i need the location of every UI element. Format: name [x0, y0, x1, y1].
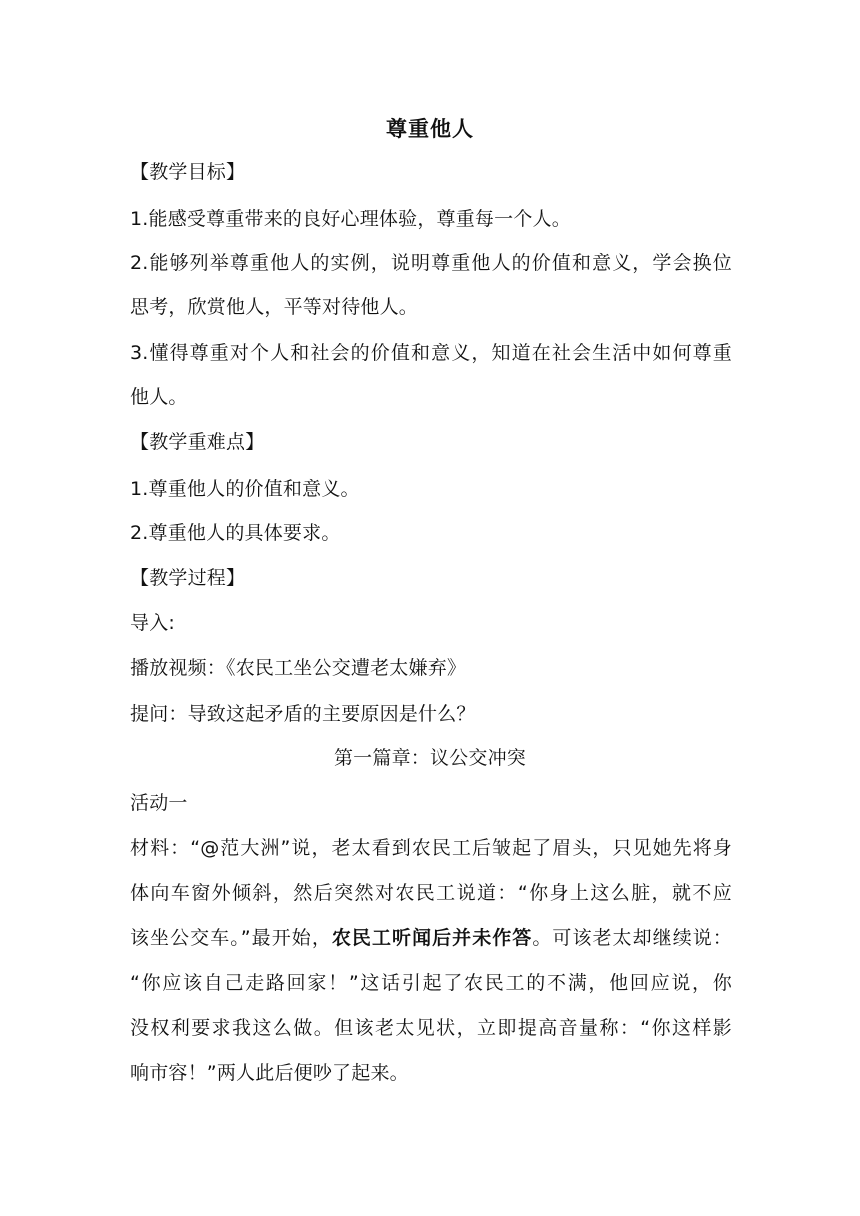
material-line-3-emphasis: 农民工听闻后并未作答 [331, 927, 533, 949]
material-line-6: 响市容！”两人此后便吵了起来。 [130, 1062, 409, 1084]
goal-2-line-1: 2.能够列举尊重他人的实例，说明尊重他人的价值和意义，学会换位 [130, 252, 732, 274]
material-line-1: 材料：“@范大洲”说，老太看到农民工后皱起了眉头，只见她先将身 [130, 837, 732, 859]
goal-2-line-2: 思考，欣赏他人，平等对待他人。 [130, 296, 419, 318]
key-point-1: 1.尊重他人的价值和意义。 [130, 478, 360, 500]
key-point-2: 2.尊重他人的具体要求。 [130, 522, 341, 544]
goal-1: 1.能感受尊重带来的良好心理体验，尊重每一个人。 [130, 208, 571, 230]
goal-3-line-1: 3.懂得尊重对个人和社会的价值和意义，知道在社会生活中如何尊重 [130, 342, 732, 364]
material-line-3-end: 。可该老太却继续说： [532, 927, 732, 949]
material-line-3 [130, 923, 732, 953]
material-line-5: 没权利要求我这么做。但该老太见状，立即提高音量称：“你这样影 [130, 1017, 732, 1039]
intro-label: 导入: [130, 612, 176, 634]
question-line: 提问：导致这起矛盾的主要原因是什么？ [130, 703, 476, 725]
process-heading: 【教学过程】 [130, 567, 246, 589]
video-line: 播放视频：《农民工坐公交遭老太嫌弃》 [130, 657, 467, 679]
material-line-4: “你应该自己走路回家！”这话引起了农民工的不满，他回应说，你 [130, 972, 732, 994]
chapter-title: 第一篇章：议公交冲突 [333, 747, 526, 769]
key-points-heading: 【教学重难点】 [130, 431, 265, 453]
goal-3-line-2: 他人。 [130, 386, 188, 408]
document-title: 尊重他人 [386, 117, 474, 141]
activity-label: 活动一 [130, 792, 188, 814]
goals-heading: 【教学目标】 [130, 161, 246, 183]
material-line-2: 体向车窗外倾斜，然后突然对农民工说道：“你身上这么脏，就不应 [130, 882, 732, 904]
material-line-3-start: 该坐公交车。”最开始， [130, 927, 332, 949]
